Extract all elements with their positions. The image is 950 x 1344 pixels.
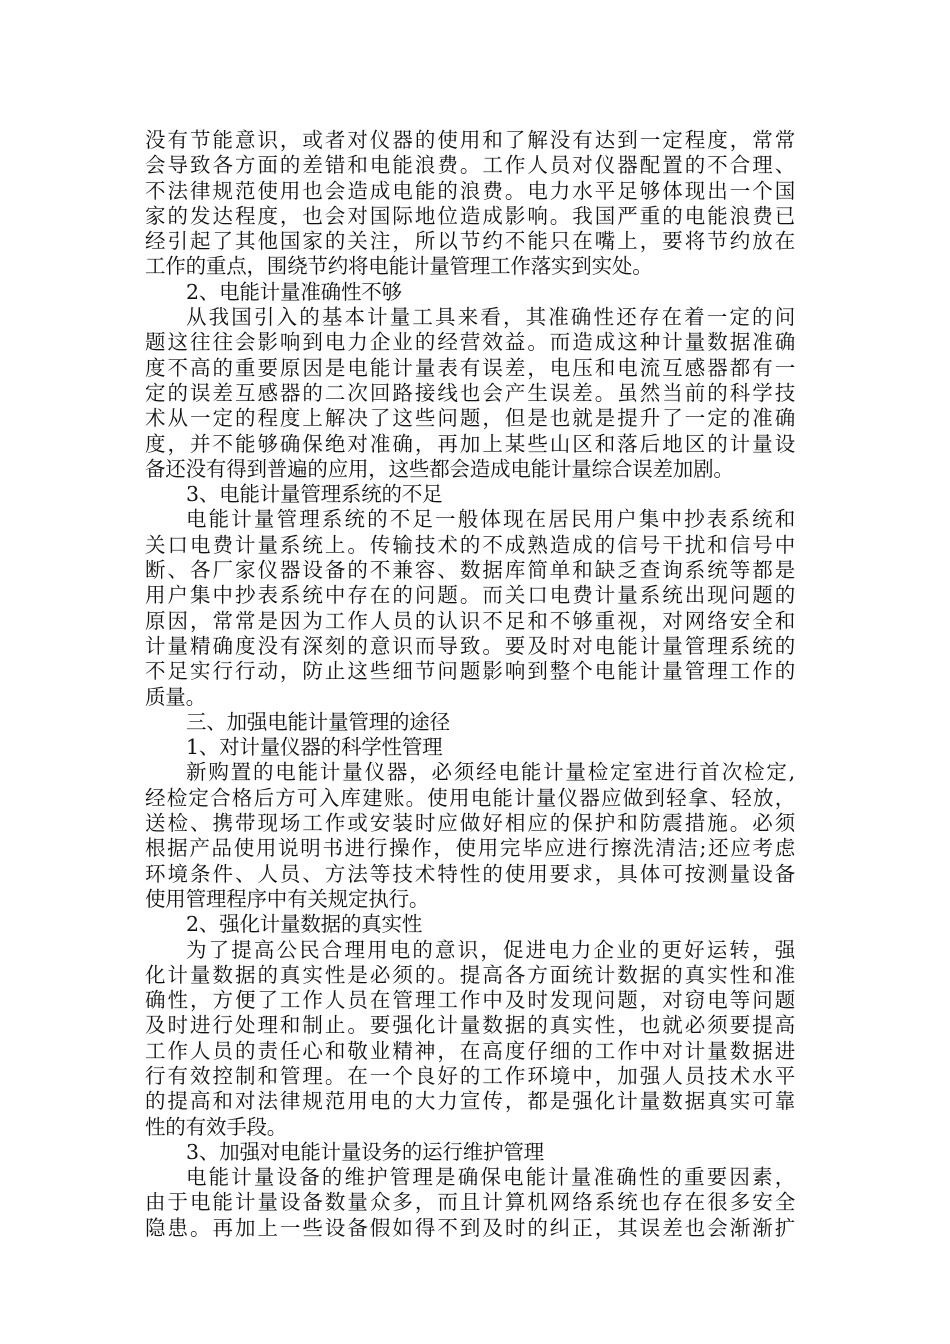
text-line: 使用管理程序中有关规定执行。 [145, 886, 430, 911]
paragraph-first-line: 3、加强对电能计量设务的运行维护管理 [186, 1139, 544, 1164]
text-line: 及时进行处理和制止。要强化计量数据的真实性，也就必须要提高 [145, 1013, 795, 1038]
text-line: 家的发达程度，也会对国际地位造成影响。我国严重的电能浪费已 [145, 203, 795, 228]
paragraph-first-line: 3、电能计量管理系统的不足 [186, 482, 443, 507]
text-line: 经检定合格后方可入库建账。使用电能计量仪器应做到轻拿、轻放， [145, 785, 795, 810]
text-line: 隐患。再加上一些设备假如得不到及时的纠正，其误差也会渐渐扩 [145, 1215, 795, 1240]
text-line: 原因，常常是因为工作人员的认识不足和不够重视，对网络安全和 [145, 608, 795, 633]
text-line: 关口电费计量系统上。传输技术的不成熟造成的信号干扰和信号中 [145, 532, 795, 557]
paragraph-first-line: 2、电能计量准确性不够 [186, 279, 402, 304]
text-line: 不法律规范使用也会造成电能的浪费。电力水平足够体现出一个国 [145, 178, 795, 203]
text-line: 性的有效手段。 [145, 1114, 288, 1139]
text-line: 工作的重点，围绕节约将电能计量管理工作落实到实处。 [145, 254, 653, 279]
text-line: 度不高的重要原因是电能计量表有误差，电压和电流互感器都有一 [145, 355, 795, 380]
paragraph-first-line: 从我国引入的基本计量工具来看，其准确性还存在着一定的问 [186, 305, 795, 330]
paragraph-first-line: 三、加强电能计量管理的途径 [186, 709, 450, 734]
paragraph-first-line: 电能计量设备的维护管理是确保电能计量准确性的重要因素， [186, 1165, 795, 1190]
text-line: 的提高和对法律规范用电的大力宣传，都是强化计量数据真实可靠 [145, 1089, 795, 1114]
text-line: 计量精确度没有深刻的意识而导致。要及时对电能计量管理系统的 [145, 633, 795, 658]
text-line: 用户集中抄表系统中存在的问题。而关口电费计量系统出现问题的 [145, 583, 795, 608]
paragraph-first-line: 1、对计量仪器的科学性管理 [186, 735, 443, 760]
text-line: 题这往往会影响到电力企业的经营效益。而造成这种计量数据准确 [145, 330, 795, 355]
paragraph-first-line: 为了提高公民合理用电的意识，促进电力企业的更好运转，强 [186, 937, 795, 962]
text-line: 断、各厂家仪器设备的不兼容、数据库简单和缺乏查询系统等都是 [145, 558, 795, 583]
paragraph-first-line: 电能计量管理系统的不足一般体现在居民用户集中抄表系统和 [186, 507, 795, 532]
text-line: 备还没有得到普遍的应用，这些都会造成电能计量综合误差加剧。 [145, 456, 734, 481]
text-line: 术从一定的程度上解决了这些问题，但是也就是提升了一定的准确 [145, 406, 795, 431]
text-line: 度，并不能够确保绝对准确，再加上某些山区和落后地区的计量设 [145, 431, 795, 456]
text-line: 送检、携带现场工作或安装时应做好相应的保护和防震措施。必须 [145, 811, 795, 836]
paragraph-first-line: 2、强化计量数据的真实性 [186, 912, 423, 937]
text-line: 由于电能计量设备数量众多，而且计算机网络系统也存在很多安全 [145, 1190, 795, 1215]
text-line: 经引起了其他国家的关注，所以节约不能只在嘴上，要将节约放在 [145, 229, 795, 254]
text-line: 环境条件、人员、方法等技术特性的使用要求，具体可按测量设备 [145, 861, 795, 886]
text-line: 不足实行行动，防止这些细节问题影响到整个电能计量管理工作的 [145, 659, 795, 684]
paragraph-first-line: 新购置的电能计量仪器，必须经电能计量检定室进行首次检定, [186, 760, 795, 785]
text-line: 化计量数据的真实性是必须的。提高各方面统计数据的真实性和准 [145, 962, 795, 987]
text-line: 工作人员的责任心和敬业精神，在高度仔细的工作中对计量数据进 [145, 1038, 795, 1063]
text-line: 质量。 [145, 684, 206, 709]
text-line: 确性，方便了工作人员在管理工作中及时发现问题，对窃电等问题 [145, 988, 795, 1013]
text-line: 没有节能意识，或者对仪器的使用和了解没有达到一定程度，常常 [145, 128, 795, 152]
text-line: 行有效控制和管理。在一个良好的工作环境中，加强人员技术水平 [145, 1063, 795, 1088]
text-line: 定的误差互感器的二次回路接线也会产生误差。虽然当前的科学技 [145, 380, 795, 405]
text-line: 根据产品使用说明书进行操作，使用完毕应进行擦洗清洁;还应考虑 [145, 836, 795, 861]
text-line: 会导致各方面的差错和电能浪费。工作人员对仪器配置的不合理、 [145, 153, 795, 178]
document-body [145, 128, 795, 1241]
